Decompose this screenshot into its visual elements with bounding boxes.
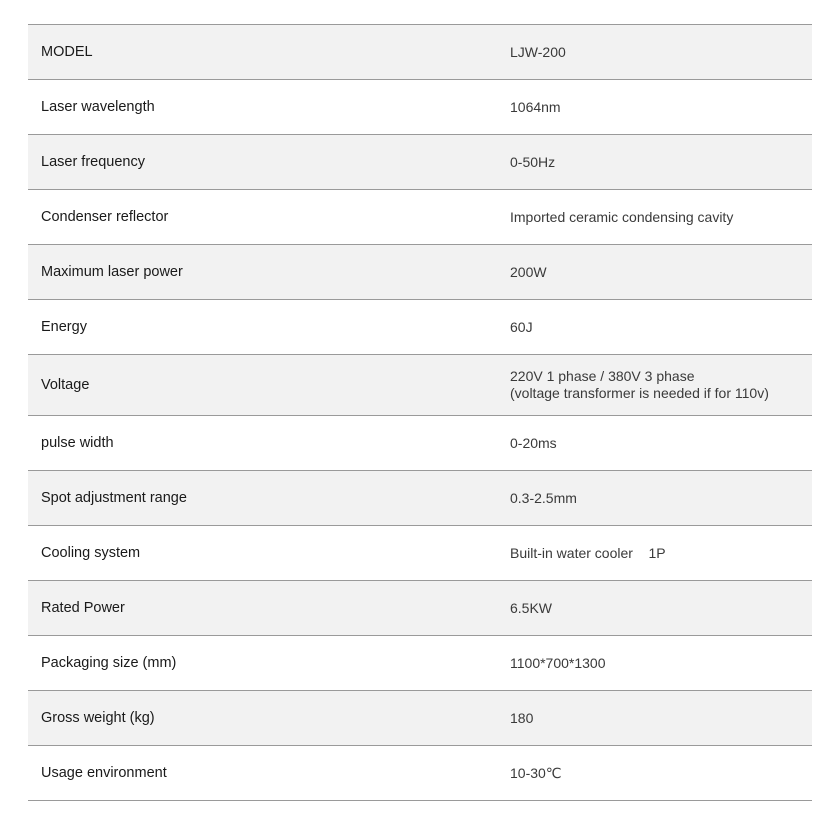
spec-row-laser-wavelength xyxy=(28,80,812,135)
spec-row-energy xyxy=(28,300,812,355)
spec-row-spot-adjustment-range xyxy=(28,471,812,526)
spec-value: 0.3-2.5mm xyxy=(510,489,577,506)
spec-value: 10-30℃ xyxy=(510,764,562,781)
spec-label: Spot adjustment range xyxy=(41,490,187,506)
spec-label: Packaging size (mm) xyxy=(41,655,177,671)
spec-label: MODEL xyxy=(41,44,93,60)
spec-label: Laser frequency xyxy=(41,154,145,170)
spec-row-usage-environment xyxy=(28,746,812,801)
spec-value: 60J xyxy=(510,318,533,335)
spec-value: LJW-200 xyxy=(510,43,566,60)
spec-label: Laser wavelength xyxy=(41,99,155,115)
spec-label: Maximum laser power xyxy=(41,264,183,280)
spec-label: Rated Power xyxy=(41,600,125,616)
spec-row-condenser-reflector xyxy=(28,190,812,245)
spec-table xyxy=(28,24,812,801)
spec-row-laser-frequency xyxy=(28,135,812,190)
spec-value: 200W xyxy=(510,263,547,280)
spec-label: Energy xyxy=(41,319,87,335)
spec-row-rated-power xyxy=(28,581,812,636)
spec-value: 0-50Hz xyxy=(510,153,556,170)
spec-row-pulse-width xyxy=(28,416,812,471)
spec-label: pulse width xyxy=(41,435,114,451)
spec-row-cooling-system xyxy=(28,526,812,581)
spec-value: 1100*700*1300 xyxy=(510,654,606,671)
spec-value: 0-20ms xyxy=(510,434,557,451)
spec-value: Built-in water cooler 1P xyxy=(510,544,666,561)
spec-label: Gross weight (kg) xyxy=(41,710,155,726)
spec-value-line: 220V 1 phase / 380V 3 phase xyxy=(510,368,695,384)
spec-label: Condenser reflector xyxy=(41,209,169,225)
spec-label: Cooling system xyxy=(41,545,141,561)
spec-row-model xyxy=(28,25,812,80)
spec-row-voltage xyxy=(28,355,812,416)
spec-label: Voltage xyxy=(41,377,90,393)
spec-value: 1064nm xyxy=(510,98,561,115)
spec-row-maximum-laser-power xyxy=(28,245,812,300)
spec-value-line: (voltage transformer is needed if for 110v) xyxy=(510,385,769,401)
spec-row-gross-weight xyxy=(28,691,812,746)
spec-label: Usage environment xyxy=(41,765,167,781)
spec-value: Imported ceramic condensing cavity xyxy=(510,208,734,225)
spec-value: 6.5KW xyxy=(510,599,553,616)
spec-value: 180 xyxy=(510,709,534,726)
spec-value xyxy=(510,368,812,402)
spec-row-packaging-size xyxy=(28,636,812,691)
